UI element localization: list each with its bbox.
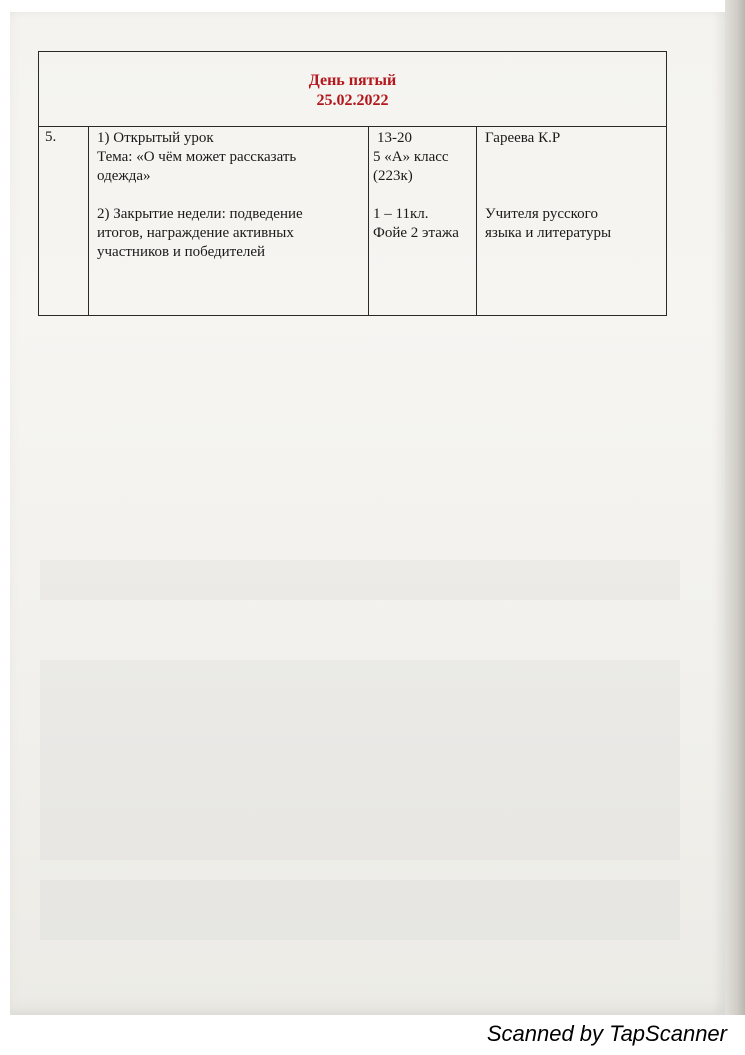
- event-1-time: 13-20: [377, 130, 412, 146]
- event-1-title: 1) Открытый урок: [97, 130, 214, 146]
- day-header: [39, 52, 667, 127]
- event-2-responsible: языка и литературы: [485, 225, 612, 241]
- row-number: 5.: [39, 127, 89, 316]
- bleed-through-block: [40, 880, 680, 940]
- events-cell: [89, 127, 369, 316]
- scanner-watermark: Scanned by TapScanner: [486, 1021, 727, 1046]
- event-1-topic: Тема: «О чём может рассказать: [97, 149, 297, 165]
- event-1-topic: одежда»: [97, 168, 151, 184]
- time-place-cell: [369, 127, 477, 316]
- event-2-title: итогов, награждение активных: [97, 225, 294, 241]
- schedule-table: [38, 51, 667, 316]
- bleed-through-block: [40, 560, 680, 600]
- table-row: [39, 127, 667, 316]
- day-date: 25.02.2022: [316, 92, 389, 109]
- event-1-class: 5 «А» класс: [373, 149, 449, 165]
- event-2-title: участников и победителей: [97, 244, 266, 260]
- responsible-cell: [477, 127, 667, 316]
- event-2-place: Фойе 2 этажа: [373, 225, 459, 241]
- event-1-room: (223к): [373, 168, 413, 184]
- table-header-row: [39, 52, 667, 127]
- event-2-grades: 1 – 11кл.: [373, 206, 429, 222]
- bleed-through-block: [40, 660, 680, 860]
- event-2-title: 2) Закрытие недели: подведение: [97, 206, 303, 222]
- event-1-responsible: Гареева К.Р: [485, 130, 561, 146]
- day-title: День пятый: [308, 72, 397, 89]
- event-2-responsible: Учителя русского: [485, 206, 598, 222]
- page-edge: [725, 0, 745, 1015]
